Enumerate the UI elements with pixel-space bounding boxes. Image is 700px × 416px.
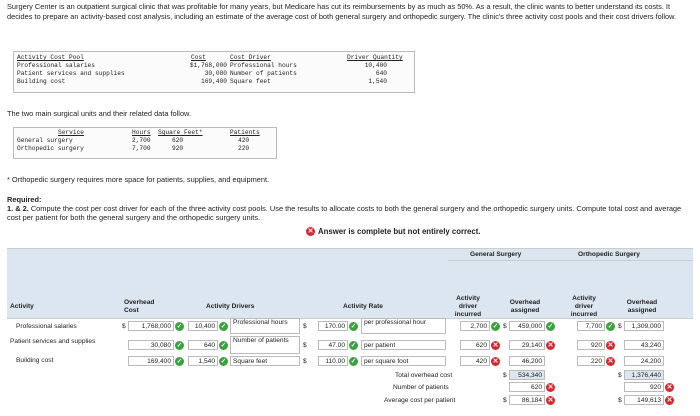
check-icon: ✓ xyxy=(220,342,227,349)
activity-drivers-input[interactable]: 640 xyxy=(188,340,218,350)
driver-label-input[interactable]: Professional hours xyxy=(230,318,300,334)
o-overhead-assigned-input[interactable]: 1,309,000 xyxy=(624,321,664,331)
check-icon: ✓ xyxy=(492,323,499,330)
pool-row-driver: Professional hours xyxy=(230,62,297,69)
col-activity-rate: Activity Rate xyxy=(343,303,383,310)
check-icon: ✓ xyxy=(176,323,183,330)
ortho-surgery-header: Orthopedic Surgery xyxy=(578,251,640,258)
rate-label-input[interactable]: per professional hour xyxy=(361,318,446,334)
o-overhead-assigned-input[interactable]: 24,200 xyxy=(624,356,664,366)
pool-row-cost: 169,400 xyxy=(201,78,227,85)
g-overhead-assigned-input[interactable]: 459,000 xyxy=(509,321,545,331)
activity-rate-input[interactable]: 47.00 xyxy=(318,340,348,350)
total-overhead-label: Total overhead cost xyxy=(395,372,453,379)
col-o-overhead-assigned: Overhead assigned xyxy=(626,299,658,314)
dollar-sign: $ xyxy=(503,323,507,330)
header-line xyxy=(7,248,693,249)
units-row-patients: 220 xyxy=(238,145,250,152)
o-overhead-assigned-input[interactable]: 43,240 xyxy=(624,340,664,350)
pool-row-cost: 30,080 xyxy=(204,70,227,77)
dollar-sign: $ xyxy=(618,323,622,330)
pool-row-driver: Square feet xyxy=(230,78,271,85)
g-total-overhead-input[interactable]: 534,340 xyxy=(509,370,545,380)
pool-header-quantity: Driver Quantity xyxy=(347,54,403,61)
col-activity-drivers: Activity Drivers xyxy=(206,303,255,310)
activity-rate-input[interactable]: 170.00 xyxy=(318,321,348,331)
problem-intro: Surgery Center is an outpatient surgical clinic that was profitable for many years, but Medicare has cut its reimbursements by as much as 50%. As a result, the clinic wants to better understand its costs. It decides to prepare an activity-based cost analysis, including an estimate of the average cost of both general surgery and orthopedic surgery. The clinic's three activity cost pools and their cost drivers follow. xyxy=(7,2,677,21)
incorrect-icon: ✕ xyxy=(307,228,314,235)
overhead-cost-input[interactable]: 30,080 xyxy=(128,340,174,350)
dollar-sign: $ xyxy=(122,323,126,330)
incorrect-icon: ✕ xyxy=(607,358,614,365)
units-row-service: General surgery xyxy=(17,137,73,144)
pool-header-activity: Activity Cost Pool xyxy=(17,54,84,61)
required-section xyxy=(7,195,693,223)
g-avg-cost-input[interactable]: 86,184 xyxy=(509,395,545,405)
o-driver-incurred-input[interactable]: 920 xyxy=(577,340,605,350)
g-overhead-assigned-input[interactable]: 46,200 xyxy=(509,356,545,366)
dollar-sign: $ xyxy=(503,372,507,379)
incorrect-icon: ✕ xyxy=(492,358,499,365)
rate-label-input[interactable]: per patient xyxy=(361,340,446,350)
units-header-service: Service xyxy=(58,129,84,136)
dollar-sign: $ xyxy=(503,397,507,404)
units-row-hours: 2,700 xyxy=(132,137,151,144)
g-driver-incurred-input[interactable]: 2,700 xyxy=(460,321,490,331)
incorrect-icon: ✕ xyxy=(666,397,673,404)
pool-row-qty: 640 xyxy=(375,70,387,77)
header-divider xyxy=(448,260,693,261)
check-icon: ✓ xyxy=(350,323,357,330)
units-row-service: Orthopedic surgery xyxy=(17,145,84,152)
incorrect-icon: ✕ xyxy=(547,342,554,349)
check-icon: ✓ xyxy=(350,342,357,349)
activity-drivers-input[interactable]: 1,540 xyxy=(188,356,218,366)
row-activity-name: Building cost xyxy=(16,357,54,364)
units-header-patients: Patients xyxy=(230,129,260,136)
o-patients-input[interactable]: 920 xyxy=(624,382,664,392)
check-icon: ✓ xyxy=(220,358,227,365)
o-total-overhead-input[interactable]: 1,376,440 xyxy=(624,370,664,380)
units-row-sqft: 620 xyxy=(172,137,184,144)
required-label: Required: xyxy=(7,195,42,204)
units-table xyxy=(13,127,277,159)
g-overhead-assigned-input[interactable]: 29,140 xyxy=(509,340,545,350)
units-row-sqft: 920 xyxy=(172,145,184,152)
general-surgery-header: General Surgery xyxy=(470,251,522,258)
units-header-hours: Hours xyxy=(132,129,151,136)
dollar-sign: $ xyxy=(618,372,622,379)
check-icon: ✓ xyxy=(176,342,183,349)
patients-label: Number of patients xyxy=(393,384,449,391)
pool-row-qty: 1,540 xyxy=(368,78,387,85)
rate-label-input[interactable]: per square foot xyxy=(361,356,446,366)
col-activity: Activity xyxy=(10,303,34,310)
activity-drivers-input[interactable]: 10,400 xyxy=(188,321,218,331)
units-row-hours: 7,700 xyxy=(132,145,151,152)
g-driver-incurred-input[interactable]: 620 xyxy=(460,340,490,350)
check-icon: ✓ xyxy=(220,323,227,330)
g-patients-input[interactable]: 620 xyxy=(509,382,545,392)
col-overhead-cost: Overhead Cost xyxy=(124,299,155,314)
dollar-sign: $ xyxy=(618,397,622,404)
pool-row-name: Professional salaries xyxy=(17,62,95,69)
dollar-sign: $ xyxy=(303,323,307,330)
activity-rate-input[interactable]: 110.00 xyxy=(318,356,348,366)
avg-cost-label: Average cost per patient xyxy=(384,397,456,404)
cost-pool-table xyxy=(13,51,415,93)
required-number: 1. & 2. xyxy=(7,204,29,214)
incorrect-icon: ✕ xyxy=(607,342,614,349)
required-text-block xyxy=(7,204,693,222)
driver-label-input[interactable]: Square feet xyxy=(230,356,300,366)
o-driver-incurred-input[interactable]: 7,700 xyxy=(577,321,605,331)
incorrect-icon: ✕ xyxy=(547,384,554,391)
units-intro: The two main surgical units and their related data follow. xyxy=(7,109,192,118)
pool-header-cost: Cost xyxy=(191,54,206,61)
dollar-sign: $ xyxy=(303,342,307,349)
pool-row-name: Patient services and supplies xyxy=(17,70,125,77)
o-avg-cost-input[interactable]: 149,613 xyxy=(624,395,664,405)
dollar-sign: $ xyxy=(303,358,307,365)
col-o-driver-incurred: Activity driver incurred xyxy=(570,295,598,318)
footnote: * Orthopedic surgery requires more space for patients, supplies, and equipment. xyxy=(7,175,270,184)
driver-label-input[interactable]: Number of patients xyxy=(230,336,300,354)
check-icon: ✓ xyxy=(176,358,183,365)
units-header-sqft: Square Feet* xyxy=(158,129,203,136)
incorrect-icon: ✕ xyxy=(547,397,554,404)
incorrect-icon: ✕ xyxy=(492,342,499,349)
required-text: Compute the cost per cost driver for each of the three activity cost pools. Use the results to allocate costs to both the general surgery and the orthopedic surgery units. Compute total cost and average cost per patient for both the general surgery and the orthopedic surgery units. xyxy=(7,204,682,223)
answer-banner xyxy=(306,227,480,236)
pool-row-qty: 10,400 xyxy=(364,62,387,69)
pool-row-name: Building cost xyxy=(17,78,66,85)
check-icon: ✓ xyxy=(607,323,614,330)
overhead-cost-input[interactable]: 1,768,000 xyxy=(128,321,174,331)
row-activity-name: Professional salaries xyxy=(16,323,77,330)
row-activity-name: Patient services and supplies xyxy=(10,338,96,345)
col-g-driver-incurred: Activity driver incurred xyxy=(454,295,482,318)
o-driver-incurred-input[interactable]: 220 xyxy=(577,356,605,366)
pool-row-driver: Number of patients xyxy=(230,70,297,77)
banner-text: Answer is complete but not entirely correct. xyxy=(318,227,481,236)
check-icon: ✓ xyxy=(547,323,554,330)
col-g-overhead-assigned: Overhead assigned xyxy=(509,299,541,314)
g-driver-incurred-input[interactable]: 420 xyxy=(460,356,490,366)
pool-header-driver: Cost Driver xyxy=(230,54,271,61)
pool-row-cost: $1,768,000 xyxy=(189,62,227,69)
check-icon: ✓ xyxy=(350,358,357,365)
incorrect-icon: ✕ xyxy=(666,384,673,391)
units-row-patients: 420 xyxy=(238,137,250,144)
overhead-cost-input[interactable]: 169,400 xyxy=(128,356,174,366)
